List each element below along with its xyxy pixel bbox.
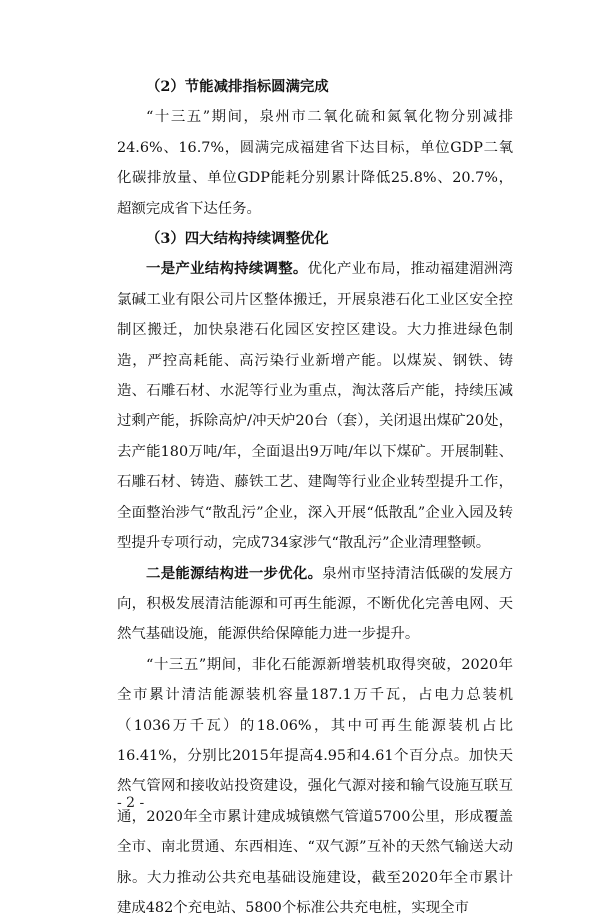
- paragraph-body-industry: 优化产业布局，推动福建湄洲湾氯碱工业有限公司片区整体搬迁，开展泉港石化工业区安全控制区搬迁，加快泉港石化园区安控区建设。大力推进绿色制造，严控高耗能、高污染行业新增产能。以煤炭、钢铁、铸造、石雕石材、水泥等行业为重点，淘汰落后产能，持续压减过剩产能，拆除高炉/冲天炉20台（套），关闭退出煤矿20处，去产能180万吨/年，全面退出9万吨/年以下煤矿。开展制鞋、石雕石材、铸造、藤铁工艺、建陶等行业企业转型提升工作，全面整治涉气“散乱污”企业，深入开展“低散乱”企业入园及转型提升专项行动，完成734家涉气“散乱污”企业清理整顿。: [117, 261, 513, 552]
- paragraph-lead-energy: 二是能源结构进一步优化。: [146, 564, 323, 582]
- section-heading-energy-saving: （2）节能减排指标圆满完成: [146, 78, 329, 95]
- document-body: [117, 72, 513, 923]
- paragraph-body-energy: 泉州市坚持清洁低碳的发展方向，积极发展清洁能源和可再生能源，不断优化完善电网、天然气基础设施，能源供给保障能力进一步提升。: [117, 565, 513, 643]
- page-number: - 2 -: [117, 795, 145, 811]
- paragraph-clean-energy: “十三五”期间，非化石能源新增装机取得突破，2020年全市累计清洁能源装机容量187.1万千瓦，占电力总装机（1036万千瓦）的18.06%，其中可再生能源装机占比16.41%，分别比2015年提高4.95和4.61个百分点。加快天然气管网和接收站投资建设，强化气源对接和输气设施互联互通，2020年全市累计建成城镇燃气管道5700公里，形成覆盖全市、南北贯通、东西相连、“双气源”互补的天然气输送大动脉。大力推动公共充电基础设施建设，截至2020年全市累计建成482个充电站、5800个标准公共充电桩，实现全市: [117, 656, 513, 916]
- section-heading-structure: （3）四大结构持续调整优化: [146, 230, 329, 248]
- paragraph-industry-structure: [117, 254, 513, 558]
- paragraph-energy-structure: [117, 559, 513, 650]
- paragraph-emission-reduction: “十三五”期间，泉州市二氧化硫和氮氧化物分别减排24.6%、16.7%，圆满完成福建省下达目标，单位GDP二氧化碳排放量、单位GDP能耗分别累计降低25.8%、20.7%，超额完成省下达任务。: [117, 109, 513, 217]
- paragraph-lead-industry: 一是产业结构持续调整。: [146, 260, 308, 278]
